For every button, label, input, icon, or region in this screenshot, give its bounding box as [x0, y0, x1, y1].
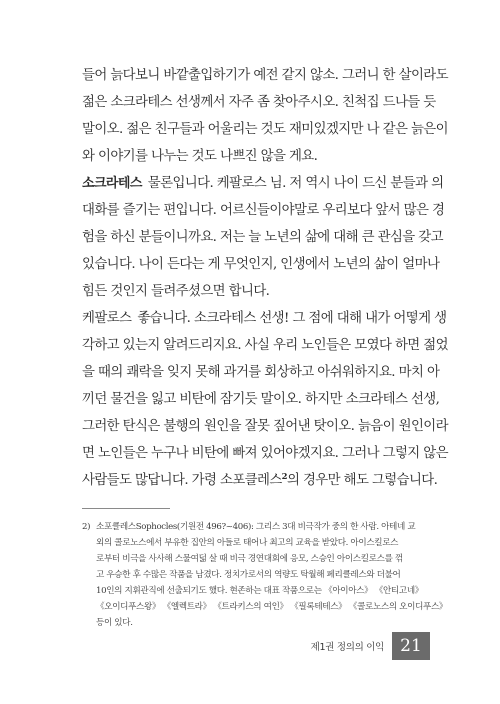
- text-line: 들어 늙다보니 바깥출입하기가 예전 같지 않소. 그러니 한 살이라도: [82, 68, 448, 83]
- dialogue-line-socrates: [82, 170, 444, 197]
- text-line: 면 노인들은 누구나 비탄에 빠져 있어야겠지요. 그러나 그렇지 않은: [82, 446, 448, 461]
- dialogue-text: 물론입니다. 케팔로스 님. 저 역시 나이 드신 분들과 의: [147, 176, 444, 191]
- page-number: 21: [392, 632, 430, 660]
- text-line: 있습니다. 나이 든다는 게 무엇인지, 인생에서 노년의 삶이 얼마나: [82, 257, 440, 272]
- speaker-name-socrates: 소크라테스: [82, 176, 142, 191]
- text-line: 그러한 탄식은 불행의 원인을 잘못 짚어낸 탓이오. 늙음이 원인이라: [82, 419, 448, 434]
- text-line: 끼던 물건을 잃고 비탄에 잠기듯 말이오. 하지만 소크라테스 선생,: [82, 392, 440, 407]
- dialogue-line-cephalus: [82, 305, 447, 332]
- text-line: 각하고 있는지 알려드리지요. 사실 우리 노인들은 모였다 하면 젊었: [82, 338, 448, 353]
- footnote-line: 등이 있다.: [96, 618, 133, 628]
- text-segment: 사람들도 많답니다. 가령 소포클레스: [82, 473, 282, 488]
- footnote-line: 《오이디푸스왕》 《엘렉트라》 《트라키스의 여인》 《필록테테스》 《콜로노스의 오이디푸스》: [96, 602, 448, 612]
- book-part-title: 제1권 정의의 이익: [310, 642, 384, 653]
- footnote: [82, 519, 448, 631]
- text-line: 을 때의 쾌락을 잊지 못해 과거를 회상하고 아쉬워하지요. 마치 아: [82, 365, 440, 380]
- footnote-line: [82, 519, 424, 535]
- footnote-line: 외의 콜로노스에서 부유한 집안의 아들로 태어나 최고의 교육을 받았다. 아이스킬로스: [96, 538, 399, 548]
- text-line: 대화를 즐기는 편입니다. 어르신들이야말로 우리보다 앞서 많은 경: [82, 203, 445, 218]
- footnote-line: 10인의 지휘관직에 선출되기도 했다. 현존하는 대표 작품으로는 《아이아스》 《안티고네》: [96, 586, 424, 596]
- text-line: 젊은 소크라테스 선생께서 자주 좀 찾아주시오. 친척집 드나들 듯: [82, 95, 436, 110]
- running-footer: [311, 632, 430, 660]
- footnote-divider: [82, 508, 170, 509]
- footnote-number: 2): [82, 522, 91, 532]
- body-text: [82, 62, 448, 494]
- text-line: [82, 467, 438, 494]
- text-segment: 의 경우만 해도 그렇습니다.: [286, 473, 438, 488]
- speaker-name-cephalus: 케팔로스: [82, 311, 132, 326]
- text-line: 말이오. 젊은 친구들과 어울리는 것도 재미있겠지만 나 같은 늙은이: [82, 122, 448, 137]
- dialogue-text: 좋습니다. 소크라테스 선생! 그 점에 대해 내가 어떻게 생: [137, 311, 447, 326]
- footnote-text: 소포클레스Sophocles(기원전 496?~406): 그리스 3대 비극작가 중의 한 사람. 아테네 교: [96, 522, 416, 532]
- footnote-line: 고 우승한 후 수많은 작품을 남겼다. 정치가로서의 역량도 탁월해 페리클레스와 더불어: [96, 570, 401, 580]
- footnote-reference[interactable]: 2: [281, 472, 287, 482]
- text-line: 힘든 것인지 들려주셨으면 합니다.: [82, 284, 270, 299]
- text-line: 와 이야기를 나누는 것도 나쁘진 않을 게요.: [82, 149, 318, 164]
- text-line: 험을 하신 분들이니까요. 저는 늘 노년의 삶에 대해 큰 관심을 갖고: [82, 230, 443, 245]
- footnote-line: 로부터 비극을 사사해 스물여덟 살 때 비극 경연대회에 응모, 스승인 아이스킬로스를 꺾: [96, 554, 403, 564]
